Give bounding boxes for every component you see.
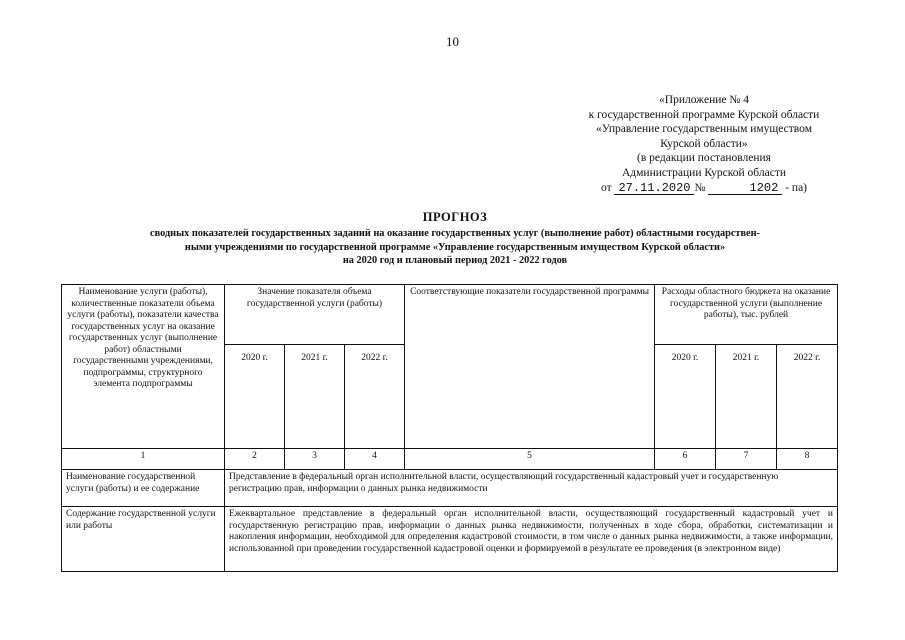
- column-index: 2: [225, 449, 285, 470]
- column-index: 1: [62, 449, 225, 470]
- number-label: №: [694, 181, 706, 194]
- appendix-date-line: [564, 181, 844, 196]
- row-label: Содержание государственной услуги или работы: [62, 507, 225, 572]
- year-cell: 2021 г.: [716, 345, 777, 449]
- appendix-line: к государственной программе Курской области: [588, 108, 820, 121]
- title-main: ПРОГНОЗ: [422, 210, 488, 224]
- handwritten-number: 1202: [708, 182, 782, 195]
- header-cell-name: Наименование услуги (работы), количественные показатели объема услуги (работы), показатели качества государственных услуг на оказание государственных услуг (выполнение работ) областными государственными учреждениями, подпрограммы, структурного элемента подпрограммы: [62, 285, 225, 449]
- appendix-line: (в редакции постановления: [637, 152, 771, 165]
- appendix-line: Курской области»: [660, 137, 748, 150]
- title-line: ными учреждениями по государственной программе «Управление государственным имуществом Курской области»: [184, 241, 726, 253]
- page-number: 10: [446, 34, 459, 49]
- table-row: [62, 507, 838, 572]
- header-cell-volume: Значение показателя объема государственной услуги (работы): [225, 285, 405, 345]
- column-index: 7: [716, 449, 777, 470]
- from-label: от: [600, 181, 612, 194]
- title-line: сводных показателей государственных заданий на оказание государственных услуг (выполнение работ) областными государствен-: [150, 228, 760, 239]
- title-line: на 2020 год и плановый период 2021 - 2022 годов: [342, 255, 568, 266]
- appendix-line: Администрации Курской области: [622, 166, 786, 179]
- row-label: Наименование государственной услуги (работы) и ее содержание: [62, 470, 225, 507]
- header-cell-indicators: Соответствующие показатели государственной программы: [405, 285, 655, 449]
- year-cell: 2020 г.: [655, 345, 716, 449]
- header-row: [62, 285, 838, 345]
- year-cell: 2022 г.: [777, 345, 838, 449]
- column-index: 3: [285, 449, 345, 470]
- column-index: 8: [777, 449, 838, 470]
- appendix-line: «Приложение № 4: [659, 94, 749, 106]
- appendix-heading: [564, 93, 844, 195]
- row-text: Представление в федеральный орган исполнительной власти, осуществляющий государственный кадастровый учет и государственную регистрацию прав, информации о данных рынка недвижимости: [225, 470, 838, 507]
- column-index: 5: [405, 449, 655, 470]
- column-index-row: [62, 449, 838, 470]
- appendix-line: «Управление государственным имуществом: [596, 123, 812, 136]
- column-index: 6: [655, 449, 716, 470]
- document-title: [70, 210, 840, 268]
- year-cell: 2021 г.: [285, 345, 345, 449]
- suffix: - па): [785, 181, 808, 194]
- column-index: 4: [345, 449, 405, 470]
- forecast-table: [61, 284, 838, 572]
- year-cell: 2020 г.: [225, 345, 285, 449]
- year-cell: 2022 г.: [345, 345, 405, 449]
- row-text: Ежеквартальное представление в федеральный орган исполнительной власти, осуществляющий государственный кадастровый учет и государственную регистрацию прав, информации о данных рынка недвижимости, полученных в ходе сбора, обработки, систематизации и накопления информации, необходимой для определения кадастровой стоимости, в том числе о данных рынка недвижимости, а также информации, использованной при проведении государственной кадастровой оценки и формируемой в результате ее проведения (в электронном виде): [225, 507, 838, 572]
- handwritten-date: 27.11.2020: [614, 182, 694, 195]
- header-cell-expenses: Расходы областного бюджета на оказание государственной услуги (выполнение работы), тыс. рублей: [655, 285, 838, 345]
- table-row: [62, 470, 838, 507]
